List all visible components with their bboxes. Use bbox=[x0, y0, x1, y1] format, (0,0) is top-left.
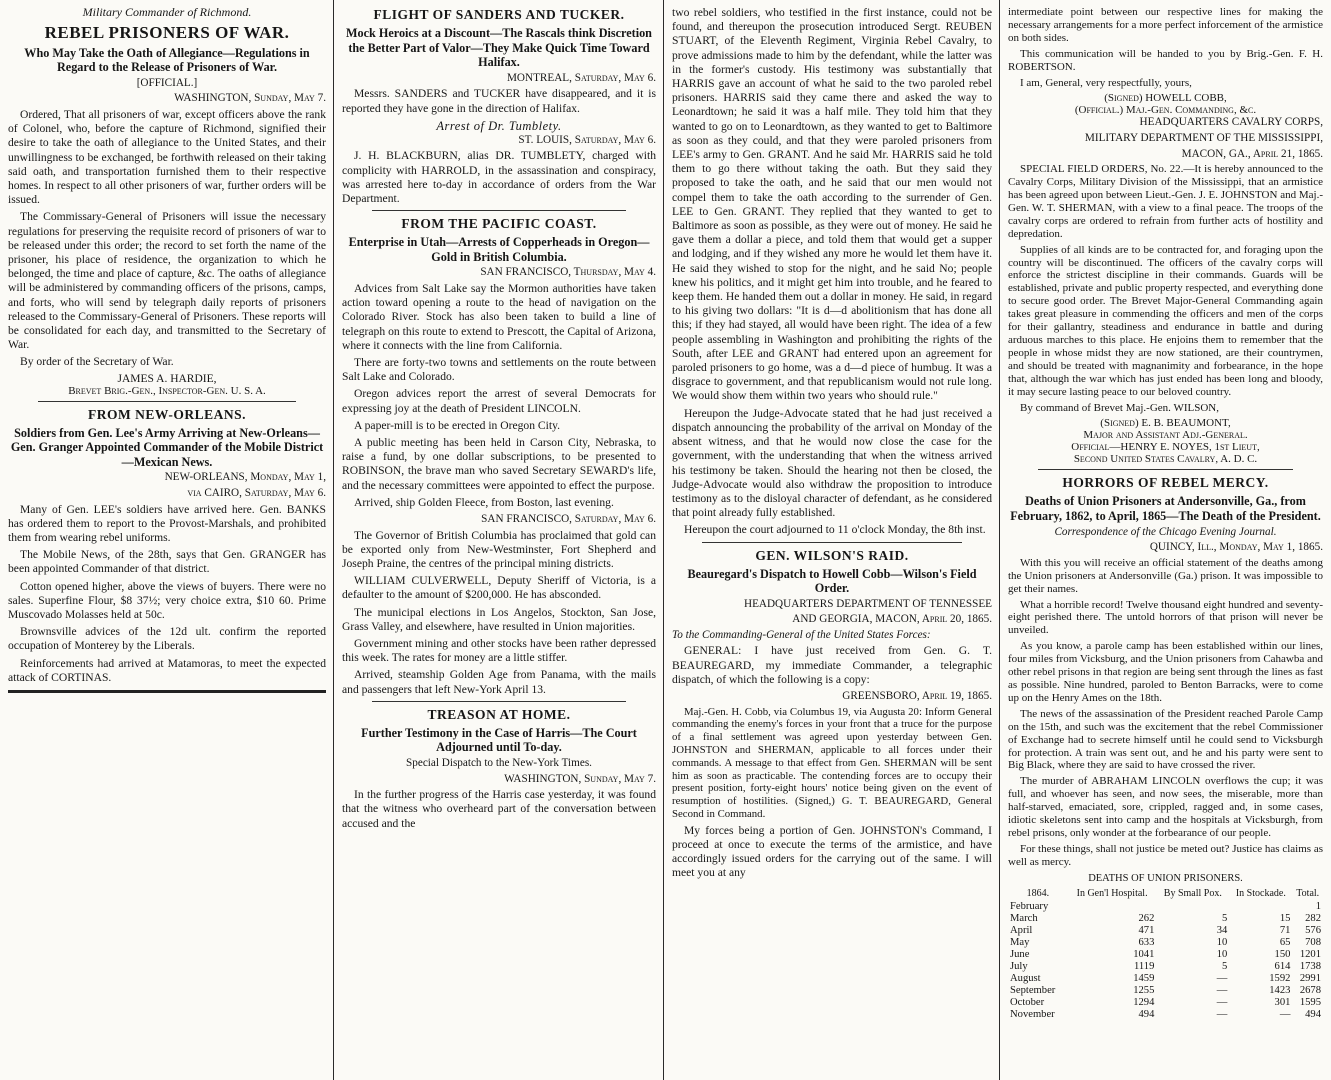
table-cell: 5 bbox=[1222, 913, 1228, 925]
headline-pacific-coast: FROM THE PACIFIC COAST. bbox=[401, 216, 597, 232]
dateline: ST. LOUIS, Saturday, May 6. bbox=[518, 133, 656, 146]
paragraph: This communication will be handed to you by Brig.-Gen. F. H. ROBERTSON. bbox=[1008, 47, 1323, 73]
paragraph: Advices from Salt Lake say the Mormon authorities have taken action toward opening a route to the head of navigation on the Colorado River. Stock has also been taken to build a line of telegraph on this route to extend to Prescott, the Capital of Arizona, where it connects with the line from California. bbox=[342, 281, 656, 352]
kicker-text: Military Commander of Richmond. bbox=[82, 5, 252, 19]
table-cell: — bbox=[1216, 997, 1228, 1009]
signature-title: Major and Assistant Adj.-General. bbox=[1083, 429, 1248, 442]
table-cell: 1294 bbox=[1133, 997, 1155, 1009]
table-cell: September bbox=[1010, 985, 1056, 997]
headquarters-line: MILITARY DEPARTMENT OF THE MISSISSIPPI, bbox=[1084, 132, 1323, 145]
table-cell: 614 bbox=[1274, 961, 1291, 973]
column-rule bbox=[333, 0, 334, 1080]
table-cell: 1255 bbox=[1133, 985, 1155, 997]
subheadline: Who May Take the Oath of Allegiance—Regulations in Regard to the Release of Prisoners of War. bbox=[24, 45, 310, 75]
headline-arrest-tumblety: Arrest of Dr. Tumblety. bbox=[436, 118, 562, 133]
dateline: QUINCY, Ill., Monday, May 1, 1865. bbox=[1149, 541, 1323, 554]
table-cell: 15 bbox=[1279, 913, 1291, 925]
paragraph: What a horrible record! Twelve thousand eight hundred and seventy-eight perished there. The untold horrors of that prison will never be unveiled. bbox=[1008, 598, 1323, 637]
column-4 bbox=[1002, 0, 1329, 1080]
paragraph: A paper-mill is to be erected in Oregon City. bbox=[354, 418, 561, 432]
headline-new-orleans: FROM NEW-ORLEANS. bbox=[87, 406, 246, 422]
column-1 bbox=[2, 0, 332, 1080]
section-divider bbox=[372, 210, 626, 211]
table-cell: August bbox=[1010, 973, 1041, 985]
table-cell bbox=[1229, 901, 1292, 913]
table-cell: 1201 bbox=[1299, 949, 1321, 961]
paragraph: Brownsville advices of the 12d ult. confirm the reported occupation of Monterey by the Liberals. bbox=[8, 625, 326, 653]
paragraph: The Commissary-General of Prisoners will issue the necessary regulations for preserving the requisite record of prisoners of war to be released under this order; the record to set forth the name of the prisoner, his place of residence, the organization to which he belonged, the time and place of capture, &c. The oaths of allegiance will be administered by commanding officers of the prisons, camps, and forts, who will send by telegraph daily reports of prisoners released to the Commissary-General of Prisoners. These reports will be consolidated for each day, and transmitted to the Secretary of War. bbox=[8, 210, 326, 352]
paragraph: Reinforcements had arrived at Matamoras, to meet the expected attack of CORTINAS. bbox=[8, 656, 326, 684]
table-header-cell: 1864. bbox=[1026, 888, 1050, 900]
table-cell: — bbox=[1216, 985, 1228, 997]
paragraph: By command of Brevet Maj.-Gen. WILSON, bbox=[1020, 401, 1219, 414]
paragraph: Government mining and other stocks have been rather depressed this week. The rates for money are a little stiffer. bbox=[342, 637, 656, 665]
table-cell: June bbox=[1010, 949, 1030, 961]
signature-title: Second United States Cavalry, A. D. C. bbox=[1073, 453, 1258, 466]
table-cell: 2678 bbox=[1299, 985, 1321, 997]
paragraph: I am, General, very respectfully, yours, bbox=[1020, 76, 1192, 89]
table-cell: 34 bbox=[1216, 925, 1228, 937]
table-cell: — bbox=[1216, 973, 1228, 985]
table-cell: 1738 bbox=[1299, 961, 1321, 973]
table-cell: 2991 bbox=[1299, 973, 1321, 985]
table-cell: 1041 bbox=[1133, 949, 1155, 961]
section-divider bbox=[1038, 469, 1293, 470]
column-2 bbox=[336, 0, 662, 1080]
signature-name: JAMES A. HARDIE, bbox=[117, 372, 217, 385]
table-cell: 65 bbox=[1279, 937, 1291, 949]
paragraph: Hereupon the Judge-Advocate stated that he had just received a dispatch announcing the probability of the arrival on Monday of the absent witness, and that he would now close the case for the government, with the understanding that when the witness arrived his testimony be taken. Should the hearing not then be closed, the Judge-Advocate would also withdraw the proposition to introduce testimony as to the disloyal character of defendant, as he considered that point already fully established. bbox=[672, 406, 992, 520]
headline-rebel-prisoners: REBEL PRISONERS OF WAR. bbox=[44, 22, 290, 42]
paragraph: WILLIAM CULVERWELL, Deputy Sheriff of Victoria, is a defaulter to the amount of $200,000. He has absconded. bbox=[342, 574, 656, 602]
paragraph: As you know, a parole camp has been established within our lines, four miles from Vicksburg, and the Union prisoners from Cahawba and other rebel prisons in that region are being sent through the lines as fast as possible. Nine hundred, paroled to Benton Barracks, were to come up on the Henry Ames on the 18th. bbox=[1008, 640, 1323, 704]
table-cell bbox=[1068, 901, 1157, 913]
table-cell: 494 bbox=[1138, 1009, 1155, 1021]
table-row bbox=[1008, 901, 1323, 913]
subheadline: Beauregard's Dispatch to Howell Cobb—Wilson's Field Order. bbox=[687, 566, 977, 596]
subheadline: Mock Heroics at a Discount—The Rascals think Discretion the Better Part of Valor—They Make Quick Time Toward Halifax. bbox=[346, 26, 652, 70]
subheadline: Further Testimony in the Case of Harris—The Court Adjourned until To-day. bbox=[361, 725, 637, 755]
table-cell: 494 bbox=[1305, 1009, 1321, 1021]
table-body bbox=[1008, 901, 1323, 1021]
table-row bbox=[1008, 937, 1323, 949]
paragraph: For these things, shall not justice be meted out? Justice has claims as well as mercy. bbox=[1008, 842, 1323, 868]
dateline: NEW-ORLEANS, Monday, May 1, bbox=[164, 471, 326, 484]
paragraph: My forces being a portion of Gen. JOHNSTON's Command, I proceed at once to execute the terms of the armistice, and have accordingly issued orders for the carrying out of the same. I will meet you at any bbox=[672, 823, 992, 880]
paragraph: The news of the assassination of the President reached Parole Camp on the 15th, and such was the excitement that the rebel Commissioner of Exchange had to secrete himself until he could send to Vicksburgh for protection. A train was sent out, and he and his party were sent to Big Black, where they are said to have crossed the river. bbox=[1008, 707, 1323, 772]
table-cell: 1 bbox=[1315, 901, 1321, 913]
table-header-cell: Total. bbox=[1296, 888, 1320, 900]
dateline: via CAIRO, Saturday, May 6. bbox=[187, 487, 326, 499]
paragraph: The Governor of British Columbia has proclaimed that gold can be exported only from New-Westminster, Fort Shepherd and Joseph Praine, the centres of the principal mining districts. bbox=[342, 528, 656, 571]
paragraph: Many of Gen. LEE's soldiers have arrived here. Gen. BANKS has ordered them to report to the Provost-Marshals, and prohibited them from wearing rebel uniforms. bbox=[8, 502, 326, 544]
dateline: WASHINGTON, Sunday, May 7. bbox=[174, 92, 326, 105]
paragraph: SPECIAL FIELD ORDERS, No. 22.—It is hereby announced to the Cavalry Corps, Military Division of the Mississippi, that an armistice has been agreed upon between Lieut.-Gen. J. E. JOHNSTON and Maj.-Gen. W. T. SHERMAN, with a view to a final peace. The troops of the cavalry corps are ordered to refrain from further acts of hostility and depredation. bbox=[1008, 163, 1323, 240]
table-row bbox=[1008, 925, 1323, 937]
table-header-cell: In Gen'l Hospital. bbox=[1076, 888, 1148, 900]
column-rule bbox=[999, 0, 1000, 1080]
section-divider bbox=[702, 542, 962, 543]
paragraph: Arrived, ship Golden Fleece, from Boston, last evening. bbox=[354, 495, 614, 509]
table-cell: 1459 bbox=[1133, 973, 1155, 985]
paragraph: Ordered, That all prisoners of war, except officers above the rank of Colonel, who, before the capture of Richmond, signified their desire to take the oath of allegiance to the United States, and their unwillingness to be exchanged, be forthwith released on their taking said oath, and transportation furnished them to their respective homes. In respect to all other prisoners of war, further orders will be issued. bbox=[8, 107, 326, 207]
paragraph: Cotton opened higher, above the views of buyers. There were no sales. Superfine Flour, $8 37½; very choice extra, $10 60. Prime Muscovado Molasses held at 50c. bbox=[8, 579, 326, 622]
paragraph: By order of the Secretary of War. bbox=[20, 355, 174, 369]
table-cell: October bbox=[1010, 997, 1045, 1009]
table-header-cell: In Stockade. bbox=[1235, 888, 1286, 900]
special-dispatch-label: Special Dispatch to the New-York Times. bbox=[406, 757, 592, 770]
table-cell: 71 bbox=[1279, 925, 1291, 937]
table-header-row bbox=[1008, 887, 1323, 901]
paragraph: Arrived, steamship Golden Age from Panama, with the mails and passengers that left New-York April 13. bbox=[342, 668, 656, 696]
paragraph: Messrs. SANDERS and TUCKER have disappeared, and it is reported they have gone in the direction of Halifax. bbox=[342, 87, 656, 115]
dateline: GREENSBORO, April 19, 1865. bbox=[842, 690, 992, 703]
table-cell: 1423 bbox=[1269, 985, 1291, 997]
headline-treason-at-home: TREASON AT HOME. bbox=[427, 706, 571, 722]
official-label: [OFFICIAL.] bbox=[136, 76, 198, 89]
paragraph: intermediate point between our respective lines for making the necessary arrangements for a more perfect inforcement of the armistice on both sides. bbox=[1008, 6, 1323, 44]
subheadline: Deaths of Union Prisoners at Andersonville, Ga., from February, 1862, to April, 1865—The Death of the President. bbox=[1010, 494, 1321, 524]
paragraph: GENERAL: I have just received from Gen. G. T. BEAUREGARD, my immediate Commander, a telegraphic dispatch, of which the following is a copy: bbox=[672, 644, 992, 686]
table-header-cell: By Small Pox. bbox=[1163, 888, 1222, 900]
dateline: AND GEORGIA, MACON, April 20, 1865. bbox=[792, 613, 992, 626]
paragraph: With this you will receive an official statement of the deaths among the Union prisoners at Andersonville (Ga.) prison. It was impossible to get their names. bbox=[1008, 556, 1323, 595]
table-cell: April bbox=[1010, 925, 1033, 937]
dateline: SAN FRANCISCO, Saturday, May 6. bbox=[481, 513, 656, 526]
table-cell: 262 bbox=[1138, 913, 1155, 925]
signature-title: Brevet Brig.-Gen., Inspector-Gen. U. S. A. bbox=[68, 384, 266, 397]
table-cell: — bbox=[1216, 1009, 1228, 1021]
dateline: HEADQUARTERS DEPARTMENT OF TENNESSEE bbox=[743, 597, 992, 610]
dateline: SAN FRANCISCO, Thursday, May 4. bbox=[480, 266, 656, 279]
paragraph: Supplies of all kinds are to be contracted for, and foraging upon the country will be discontinued. The officers of the cavalry corps will enforce the strictest discipline in their commands. Guards will be established, private and public property respected, and everything done to secure good order. The Brevet Major-General Commanding again takes great pleasure in commending the officers and men of the corps for their gallantry, steadiness and endurance in battle and during arduous marches to this place. He enjoins them to remember that the people in whose midst they are now stationed, are their countrymen, and should be treated with magnanimity and forbearance, in the hope that, although the war which has just ended has been long and bloody, it may secure lasting peace to our beloved country. bbox=[1008, 243, 1323, 398]
signature-name: (Signed) HOWELL COBB, bbox=[1104, 92, 1227, 105]
table-row bbox=[1008, 985, 1323, 997]
table-cell: July bbox=[1010, 961, 1028, 973]
table-row bbox=[1008, 961, 1323, 973]
headline-horrors-rebel-mercy: HORRORS OF REBEL MERCY. bbox=[1062, 475, 1269, 491]
table-cell: 5 bbox=[1222, 961, 1228, 973]
table-cell: 576 bbox=[1305, 925, 1321, 937]
paragraph: Oregon advices report the arrest of several Democrats for expressing joy at the death of President LINCOLN. bbox=[342, 387, 656, 415]
dateline: MONTREAL, Saturday, May 6. bbox=[506, 71, 656, 84]
table-cell: 150 bbox=[1274, 949, 1291, 961]
table-row bbox=[1008, 913, 1323, 925]
paragraph: In the further progress of the Harris case yesterday, it was found that the witness who overheard part of the conversation between accused and the bbox=[342, 788, 656, 830]
column-end-rule bbox=[8, 690, 326, 693]
table-cell: 10 bbox=[1216, 949, 1228, 961]
table-cell: 1119 bbox=[1133, 961, 1155, 973]
paragraph: two rebel soldiers, who testified in the first instance, could not be found, and thereupon the prosecution introduced Sergt. REUBEN STUART, of the Eleventh Regiment, Virginia Rebel Cavalry, to prove admissions made to him by the defendant, while the latter was in the former's custody. His testimony was substantially that HARRIS gave an account of what he said to the two paroled rebel prisoners. HARRIS said they came there and asked the way to Leonardtown; he said it was a half mile. They told him that they wanted to go on to Leonardtown, as they wanted to get to Baltimore as soon as they could, and that they were paroled prisoners from LEE's army to Gen. GRANT. And he said Mr. HARRIS said he told them to go there without taking the oath. But they said they proposed to take the oath, and he said that our men would not compel them to take the oath according to the surrender of Gen. LEE to Gen. GRANT. They replied that they wanted to get to Baltimore as soon as possible, as they were out of money. He said he gave them a dollar a piece, and told them that would get a supper and lodging, and if they wished any more he would let them have it. He said they wished to stop for the night, and he said No; people knew his politics, and it might get him into trouble, and he feared to keep them. He handed them out a dollar in money. He said, in regard to his giving two dollars: "It is d—d abolitionism that has done all this; if they had stayed, all would have been right. The idea of a few people assembling in Washington and prohibiting the rights of the South, after LEE and GRANT had entered upon an agreement for paroled prisoners to go home, was a d—d piece of humbug. It was a disgrace to government, and that republicanism would not rule long. We would show them within two years who should rule." bbox=[672, 6, 992, 403]
table-row bbox=[1008, 973, 1323, 985]
section-divider bbox=[372, 701, 626, 702]
table-cell bbox=[1156, 901, 1229, 913]
table-cell: 471 bbox=[1138, 925, 1155, 937]
paragraph: The Mobile News, of the 28th, says that Gen. GRANGER has been appointed Commander of that district. bbox=[8, 548, 326, 576]
signature-title: (Official.) Maj.-Gen. Commanding, &c. bbox=[1074, 104, 1257, 117]
table-row bbox=[1008, 997, 1323, 1009]
table-cell: 282 bbox=[1305, 913, 1321, 925]
table-cell: — bbox=[1279, 1009, 1291, 1021]
table-cell: 633 bbox=[1138, 937, 1155, 949]
table-row bbox=[1008, 949, 1323, 961]
table-cell: 708 bbox=[1305, 937, 1321, 949]
salutation: To the Commanding-General of the United States Forces: bbox=[672, 628, 931, 641]
table-title: DEATHS OF UNION PRISONERS. bbox=[1088, 872, 1243, 884]
table-cell: May bbox=[1010, 937, 1030, 949]
paragraph: Maj.-Gen. H. Cobb, via Columbus 19, via Augusta 20: Inform General commanding the enemy's forces in your front that a truce for the purpose of a final settlement was agreed upon yesterday between Gen. JOHNSTON and SHERMAN, applicable to all forces under their commands. A message to that effect from Gen. SHERMAN will be sent him as soon as practicable. The contending forces are to occupy their present position, forty-eight hours' notice being given on the event of resumption of hostilities. (Signed,) G. T. BEAUREGARD, General Second in Command. bbox=[672, 705, 992, 821]
headquarters-line: HEADQUARTERS CAVALRY CORPS, bbox=[1139, 116, 1323, 129]
table-row bbox=[1008, 1009, 1323, 1021]
subheadline: Soldiers from Gen. Lee's Army Arriving at New-Orleans—Gen. Granger Appointed Commander of the Mobile District—Mexican News. bbox=[10, 425, 324, 469]
signature-title: Official—HENRY E. NOYES, 1st Lieut, bbox=[1071, 441, 1260, 454]
signature-name: (Signed) E. B. BEAUMONT, bbox=[1100, 417, 1231, 430]
table-cell: 1592 bbox=[1269, 973, 1291, 985]
section-divider bbox=[38, 401, 296, 402]
headline-flight-sanders-tucker: FLIGHT OF SANDERS AND TUCKER. bbox=[373, 7, 625, 22]
paragraph: A public meeting has been held in Carson City, Nebraska, to raise a fund, by one dollar subscriptions, to be presented to ROBINSON, the brave man who saved Secretary SEWARD's life, and the necessary committees were appointed to effect the purpose. bbox=[342, 436, 656, 492]
paragraph: The murder of ABRAHAM LINCOLN overflows the cup; it was full, and whoever has seen, and now sees, the miserable, more than half-starved, emaciated, sore, crippled, ragged and, in some cases, idiotic skeletons sent into camp and the hospitals at Vicksburgh, from rebel prisons, only wonder at the forbearance of our people. bbox=[1008, 775, 1323, 839]
table-cell: 1595 bbox=[1299, 997, 1321, 1009]
paragraph: There are forty-two towns and settlements on the route between Salt Lake and Colorado. bbox=[342, 355, 656, 384]
dateline: WASHINGTON, Sunday, May 7. bbox=[504, 772, 656, 785]
headquarters-line: MACON, GA., April 21, 1865. bbox=[1181, 147, 1323, 160]
table-cell: November bbox=[1010, 1009, 1055, 1021]
paragraph: Hereupon the court adjourned to 11 o'clock Monday, the 8th inst. bbox=[684, 523, 986, 537]
column-3 bbox=[666, 0, 998, 1080]
subheadline: Enterprise in Utah—Arrests of Copperheads in Oregon—Gold in British Columbia. bbox=[348, 235, 650, 264]
correspondence-label: Correspondence of the Chicago Evening Journal. bbox=[1054, 525, 1277, 538]
paragraph: The municipal elections in Los Angelos, Stockton, San Jose, Grass Valley, and elsewhere, have resulted in Union majorities. bbox=[342, 605, 656, 633]
table-cell: 301 bbox=[1274, 997, 1291, 1009]
table-cell: 10 bbox=[1216, 937, 1228, 949]
deaths-table bbox=[1008, 887, 1323, 1021]
column-rule bbox=[663, 0, 664, 1080]
headline-wilsons-raid: GEN. WILSON'S RAID. bbox=[755, 547, 909, 563]
table-cell: March bbox=[1010, 913, 1038, 925]
table-cell: February bbox=[1010, 901, 1049, 913]
paragraph: J. H. BLACKBURN, alias DR. TUMBLETY, charged with complicity with HARROLD, in the assassination and conspiracy, was arrested here to-day in accordance of orders from the War Department. bbox=[342, 149, 656, 205]
